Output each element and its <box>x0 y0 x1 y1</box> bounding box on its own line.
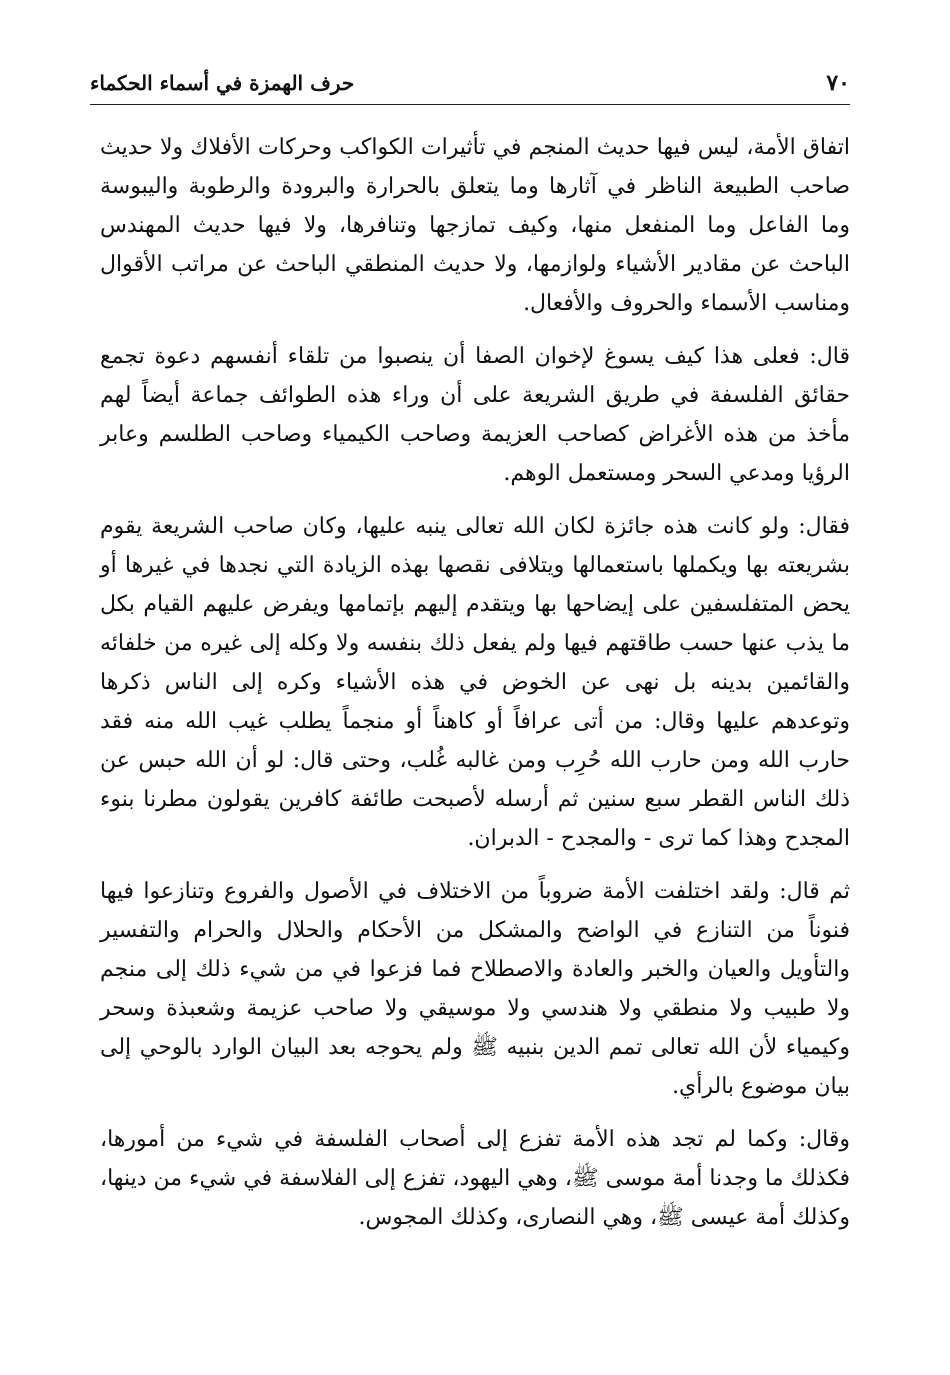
paragraph: اتفاق الأمة، ليس فيها حديث المنجم في تأثيرات الكواكب وحركات الأفلاك ولا حديث صاحب الطبيعة الناظر في آثارها وما يتعلق بالحرارة والبرودة والرطوبة واليبوسة وما الفاعل وما المنفعل منها، وكيف تمازجها وتنافرها، ولا فيها حديث المهندس الباحث عن مقادير الأشياء ولوازمها، ولا حديث المنطقي الباحث عن مراتب الأقوال ومناسب الأسماء والحروف والأفعال. <box>100 135 850 316</box>
paragraph: ثم قال: ولقد اختلفت الأمة ضروباً من الاختلاف في الأصول والفروع وتنازعوا فيها فنوناً من التنازع في الواضح والمشكل من الأحكام والحلال والحرام والتفسير والتأويل والعيان والخبر والعادة والاصطلاح فما فزعوا في من شيء ذلك إلى منجم ولا طبيب ولا منطقي ولا هندسي ولا موسيقي ولا صاحب عزيمة وشعبذة وسحر وكيمياء لأن الله تعالى تمم الدين بنبيه ﷺ ولم يحوجه بعد البيان الوارد بالوحي إلى بيان موضوع بالرأي. <box>100 879 850 1099</box>
paragraph: قال: فعلى هذا كيف يسوغ لإخوان الصفا أن ينصبوا من تلقاء أنفسهم دعوة تجمع حقائق الفلسفة في طريق الشريعة على أن وراء هذه الطوائف جماعة أيضاً لهم مأخذ من هذه الأغراض كصاحب العزيمة وصاحب الكيمياء وصاحب الطلسم وعابر الرؤيا ومدعي السحر ومستعمل الوهم. <box>100 344 850 486</box>
page-header <box>90 66 850 100</box>
paragraph: وقال: وكما لم تجد هذه الأمة تفزع إلى أصحاب الفلسفة في شيء من أمورها، فكذلك ما وجدنا أمة موسى ﷺ، وهي اليهود، تفزع إلى الفلاسفة في شيء من دينها، وكذلك أمة عيسى ﷺ، وهي النصارى، وكذلك المجوس. <box>100 1127 850 1230</box>
body-text <box>100 128 850 1251</box>
paragraph: فقال: ولو كانت هذه جائزة لكان الله تعالى ينبه عليها، وكان صاحب الشريعة يقوم بشريعته بها ويكملها باستعمالها ويتلافى نقصها بهذه الزيادة التي نجدها في غيرها أو يحض المتفلسفين على إيضاحها بها ويتقدم إليهم بإتمامها ويفرض عليهم القيام بكل ما يذب عنها حسب طاقتهم فيها ولم يفعل ذلك بنفسه ولا وكله إلى غيره من خلفائه والقائمين بدينه بل نهى عن الخوض في هذه الأشياء وكره إلى الناس ذكرها وتوعدهم عليها وقال: من أتى عرافاً أو كاهناً أو منجماً يطلب غيب الله منه فقد حارب الله ومن حارب الله حُرِب ومن غالبه غُلب، وحتى قال: لو أن الله حبس عن ذلك الناس القطر سبع سنين ثم أرسله لأصبحت طائفة كافرين يقولون مطرنا بنوء المجدح وهذا كما ترى - والمجدح - الدبران. <box>100 514 850 851</box>
running-title: حرف الهمزة في أسماء الحكماء <box>90 71 355 95</box>
header-divider <box>90 104 850 105</box>
page-number: ٧٠ <box>826 70 850 96</box>
